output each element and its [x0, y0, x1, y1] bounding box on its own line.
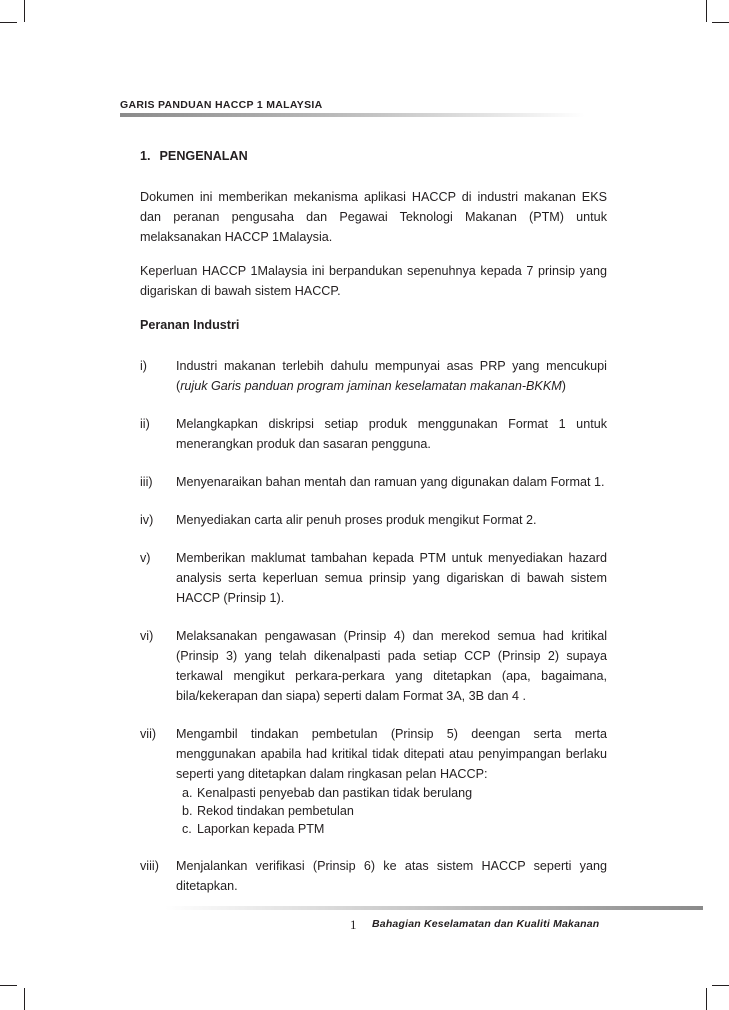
role-marker: v) — [140, 551, 151, 565]
role-item — [140, 414, 607, 454]
crop-mark-bottom-left-horizontal — [0, 985, 17, 986]
role-marker: iv) — [140, 513, 154, 527]
page-number: 1 — [350, 917, 357, 932]
role-item — [140, 626, 607, 706]
crop-mark-bottom-right-horizontal — [712, 985, 729, 986]
role-marker: vii) — [140, 727, 157, 741]
role-text: Menyenaraikan bahan mentah dan ramuan yang digunakan dalam Format 1. — [176, 475, 605, 489]
sublist-text: Kenalpasti penyebab dan pastikan tidak berulang — [197, 786, 473, 800]
role-text: Menjalankan verifikasi (Prinsip 6) ke atas sistem HACCP seperti yang ditetapkan. — [176, 859, 607, 893]
role-text: Memberikan maklumat tambahan kepada PTM untuk menyediakan hazard analysis serta keperluan semua prinsip yang digariskan di bawah sistem HACCP (Prinsip 1). — [176, 551, 607, 605]
crop-mark-top-right-horizontal — [712, 22, 729, 23]
sublist-label: a. — [182, 786, 193, 800]
sublist-label: c. — [182, 822, 192, 836]
requirements-paragraph: Keperluan HACCP 1Malaysia ini berpandukan sepenuhnya kepada 7 prinsip yang digariskan di bawah sistem HACCP. — [140, 264, 607, 298]
running-header: GARIS PANDUAN HACCP 1 MALAYSIA — [120, 99, 323, 111]
sublist-text: Laporkan kepada PTM — [197, 822, 325, 836]
crop-mark-top-left-horizontal — [0, 22, 17, 23]
industry-role-list — [140, 356, 607, 896]
crop-mark-bottom-right-vertical — [706, 988, 707, 1010]
role-marker: iii) — [140, 475, 153, 489]
section-title: PENGENALAN — [159, 149, 248, 163]
intro-paragraph: Dokumen ini memberikan mekanisma aplikasi HACCP di industri makanan EKS dan peranan pengusaha dan Pegawai Teknologi Makanan (PTM) untuk melaksanakan HACCP 1Malaysia. — [140, 190, 607, 244]
subheading-industry-role: Peranan Industri — [140, 318, 240, 332]
header-rule — [120, 113, 585, 117]
role-marker: ii) — [140, 417, 150, 431]
role-text: Melaksanakan pengawasan (Prinsip 4) dan merekod semua had kritikal (Prinsip 3) yang telah dikenalpasti pada setiap CCP (Prinsip 2) supaya terkawal mengikut perkara-perkara yang ditetapkan (apa, bagaimana, bila/kekerapan dan siapa) seperti dalam Format 3A, 3B dan 4 . — [176, 629, 607, 703]
role-text: Melangkapkan diskripsi setiap produk menggunakan Format 1 untuk menerangkan produk dan sasaran pengguna. — [176, 417, 607, 451]
role-text-main: Industri makanan terlebih dahulu mempunyai asas PRP yang mencukupi ( — [176, 359, 607, 393]
section-heading — [140, 146, 607, 166]
sublist-text: Rekod tindakan pembetulan — [197, 804, 354, 818]
page-content — [140, 146, 607, 914]
role-marker: i) — [140, 359, 147, 373]
role-text-reference: rujuk Garis panduan program jaminan keselamatan makanan-BKKM — [180, 379, 562, 393]
role-text-close: ) — [561, 379, 566, 393]
sublist-item — [182, 802, 607, 820]
sublist-item — [182, 784, 607, 802]
footer-department: Bahagian Keselamatan dan Kualiti Makanan — [372, 918, 600, 930]
sublist-label: b. — [182, 804, 193, 818]
role-text: Menyediakan carta alir penuh proses produk mengikut Format 2. — [176, 513, 537, 527]
footer-rule — [165, 906, 703, 910]
role-item — [140, 510, 607, 530]
role-item — [140, 472, 607, 492]
corrective-action-sublist — [182, 784, 607, 838]
role-text: Mengambil tindakan pembetulan (Prinsip 5) deengan serta merta menggunakan apabila had kritikal tidak ditepati atau penyimpangan berlaku seperti yang ditetapkan dalam ringkasan pelan HACCP: — [176, 727, 607, 781]
crop-mark-top-left-vertical — [24, 0, 25, 22]
role-marker: viii) — [140, 859, 159, 873]
role-item — [140, 856, 607, 896]
section-number: 1. — [140, 149, 151, 163]
role-item — [140, 356, 607, 396]
role-text — [176, 356, 607, 396]
crop-mark-top-right-vertical — [706, 0, 707, 22]
crop-mark-bottom-left-vertical — [24, 988, 25, 1010]
role-marker: vi) — [140, 629, 154, 643]
sublist-item — [182, 820, 607, 838]
role-body — [176, 724, 607, 838]
role-item — [140, 548, 607, 608]
role-item — [140, 724, 607, 838]
